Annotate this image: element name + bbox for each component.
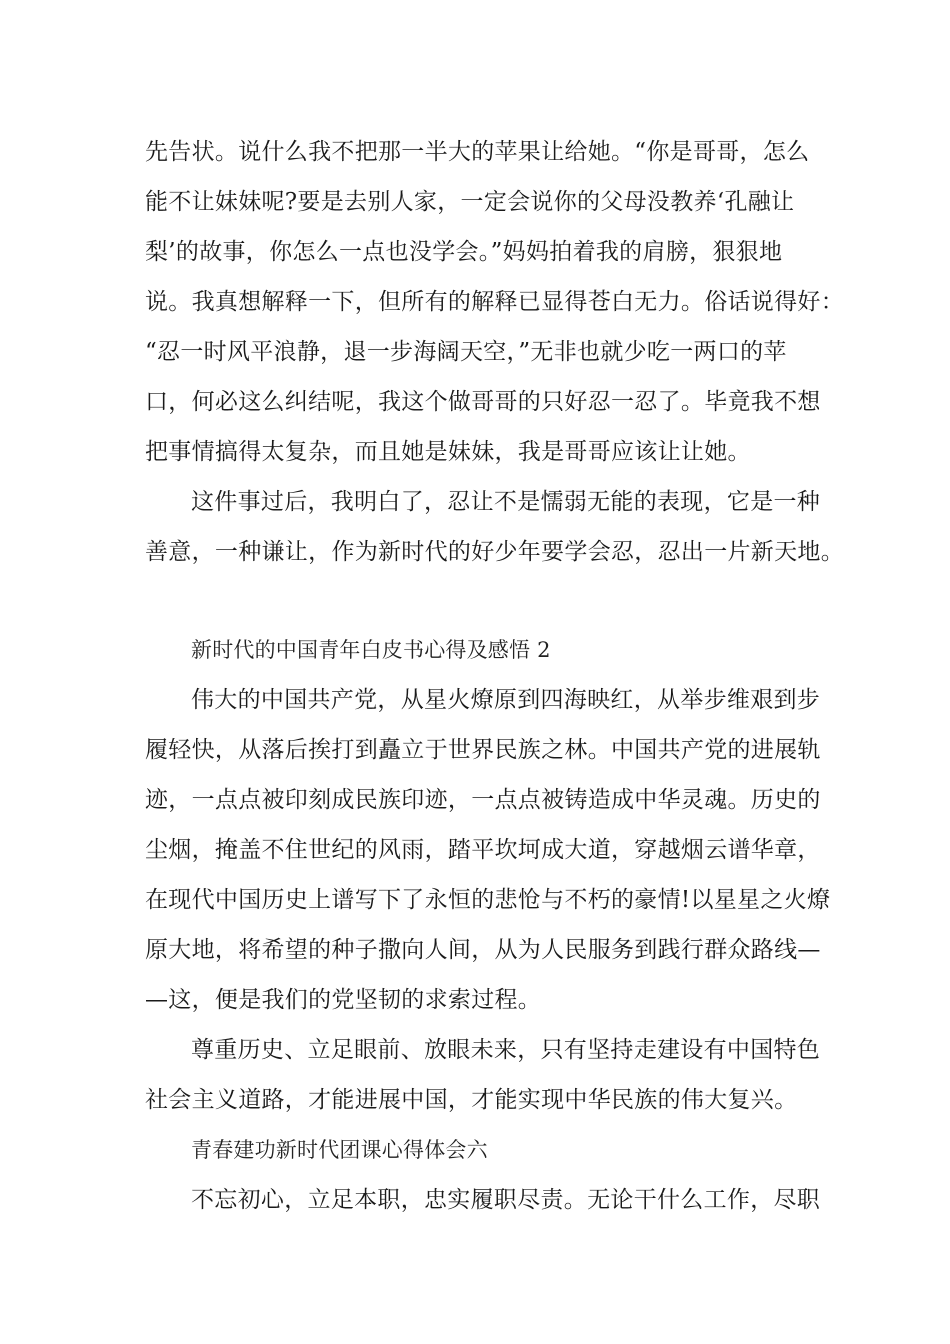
paragraph-line: 社会主义道路，才能进展中国，才能实现中华民族的伟大复兴。 bbox=[145, 1087, 798, 1113]
paragraph-line: 把事情搞得太复杂，而且她是妹妹，我是哥哥应该让让她。 bbox=[145, 439, 751, 465]
paragraph-line: 在现代中国历史上谱写下了永恒的悲怆与不朽的豪情!以星星之火燎 bbox=[145, 887, 831, 913]
paragraph-line: 不忘初心，立足本职，忠实履职尽责。无论干什么工作，尽职 bbox=[191, 1187, 821, 1213]
paragraph-line: 先告状。说什么我不把那一半大的苹果让给她。“你是哥哥，怎么 bbox=[145, 139, 810, 165]
section-heading: 新时代的中国青年白皮书心得及感悟 2 bbox=[191, 638, 551, 662]
paragraph-line: 这件事过后，我明白了，忍让不是懦弱无能的表现，它是一种 bbox=[191, 489, 821, 515]
paragraph-line: 善意，一种谦让，作为新时代的好少年要学会忍，忍出一片新天地。 bbox=[145, 539, 844, 565]
paragraph-line: 能不让妹妹呢?要是去别人家，一定会说你的父母没教养‘孔融让 bbox=[145, 189, 795, 215]
paragraph-line: 尊重历史、立足眼前、放眼未来，只有坚持走建设有中国特色 bbox=[191, 1037, 821, 1063]
section-heading: 青春建功新时代团课心得体会六 bbox=[191, 1138, 488, 1162]
paragraph-line: 口，何必这么纠结呢，我这个做哥哥的只好忍一忍了。毕竟我不想 bbox=[145, 389, 821, 415]
paragraph-line: 履轻快，从落后挨打到矗立于世界民族之林。中国共产党的进展轨 bbox=[145, 737, 821, 763]
paragraph-line: 伟大的中国共产党，从星火燎原到四海映红，从举步维艰到步 bbox=[191, 687, 821, 713]
paragraph-line: —这，便是我们的党坚韧的求索过程。 bbox=[145, 987, 542, 1013]
paragraph-line: 尘烟，掩盖不住世纪的风雨，踏平坎坷成大道，穿越烟云谱华章， bbox=[145, 837, 821, 863]
paragraph-line: 迹，一点点被印刻成民族印迹，一点点被铸造成中华灵魂。历史的 bbox=[145, 787, 821, 813]
paragraph-line: “忍一时风平浪静，退一步海阔天空，”无非也就少吃一两口的苹 bbox=[145, 339, 787, 365]
paragraph-line: 原大地，将希望的种子撒向人间，从为人民服务到践行群众路线— bbox=[145, 937, 821, 963]
paragraph-line: 梨’的故事，你怎么一点也没学会。”妈妈拍着我的肩膀，狠狠地 bbox=[145, 239, 783, 265]
paragraph-line: 说。我真想解释一下，但所有的解释已显得苍白无力。俗话说得好： bbox=[145, 289, 844, 315]
